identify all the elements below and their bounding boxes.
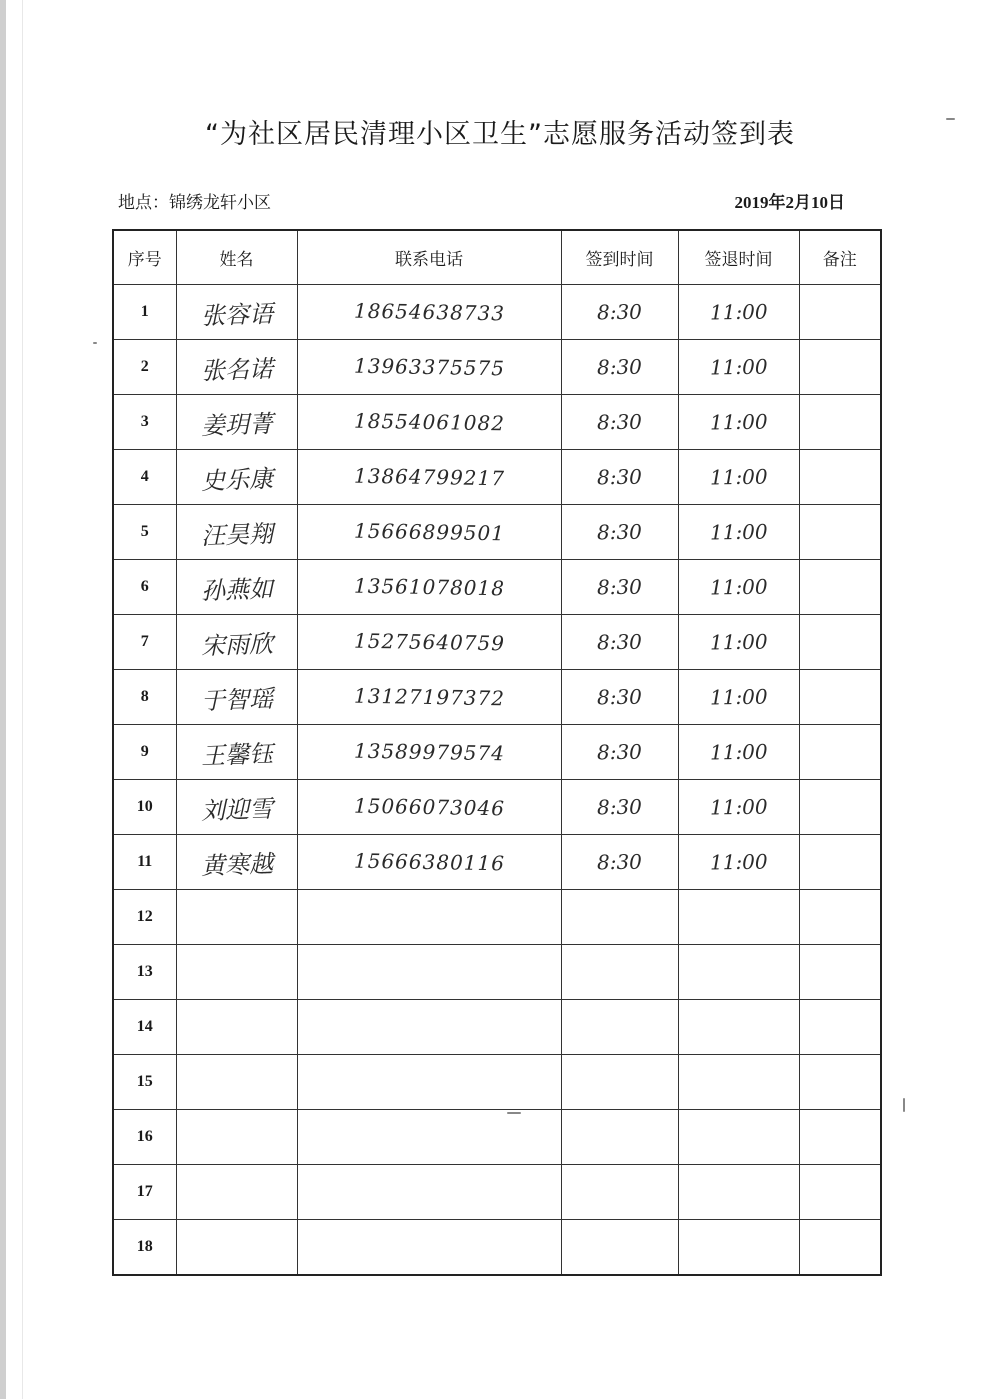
location-label: 地点：锦绣龙轩小区 [118,193,271,213]
row-note-cell [799,670,881,725]
table-row [113,1110,881,1165]
row-phone-cell [297,1165,561,1220]
row-number-cell: 8 [113,670,176,725]
row-phone: 15666380116 [353,848,505,876]
table-row [113,505,881,560]
row-number-cell: 1 [113,285,176,340]
row-sign-in-time-cell [561,725,678,780]
table-row [113,890,881,945]
row-sign-out-time: 11:00 [709,519,768,545]
row-sign-out-time: 11:00 [709,354,768,380]
row-sign-in-time-cell [561,1110,678,1165]
row-sign-out-time: 11:00 [709,574,768,600]
row-number-cell: 16 [113,1110,176,1165]
row-number-cell: 7 [113,615,176,670]
row-name: 王馨钰 [200,739,274,770]
row-note-cell [799,945,881,1000]
table-row [113,450,881,505]
table-row [113,615,881,670]
row-name: 姜玥菁 [200,409,274,440]
row-phone: 13127197372 [353,683,505,711]
row-note-cell [799,1110,881,1165]
row-name-cell [176,1055,297,1110]
row-note-cell [799,505,881,560]
row-phone: 18554061082 [353,408,505,436]
row-sign-in-time-cell [561,1055,678,1110]
table-row [113,340,881,395]
table-row [113,725,881,780]
table-row [113,1220,881,1276]
row-note-cell [799,1165,881,1220]
row-sign-in-time: 8:30 [596,739,643,765]
header-cell: 备注 [799,230,881,285]
document-title: “为社区居民清理小区卫生”志愿服务活动签到表 [205,119,795,150]
row-sign-out-time: 11:00 [709,629,768,655]
row-sign-in-time: 8:30 [596,629,643,655]
row-sign-out-time-cell [678,1220,799,1276]
row-sign-in-time-cell [561,1000,678,1055]
row-sign-in-time-cell [561,1165,678,1220]
row-sign-in-time-cell [561,780,678,835]
row-sign-out-time-cell [678,450,799,505]
row-note-cell [799,560,881,615]
row-sign-out-time-cell [678,835,799,890]
row-name: 张名诺 [200,354,274,385]
row-note-cell [799,890,881,945]
row-phone-cell [297,670,561,725]
row-name-cell [176,505,297,560]
row-sign-in-time: 8:30 [596,354,643,380]
table-row [113,945,881,1000]
row-phone: 13864799217 [353,463,505,491]
row-sign-in-time-cell [561,615,678,670]
row-name: 张容语 [200,299,274,330]
scan-speck [507,1112,521,1114]
row-number-cell: 13 [113,945,176,1000]
row-name-cell [176,340,297,395]
row-note-cell [799,340,881,395]
row-number-cell: 11 [113,835,176,890]
row-sign-out-time-cell [678,670,799,725]
date-label: 2019年2月10日 [734,193,845,212]
row-note-cell [799,835,881,890]
row-number-cell: 2 [113,340,176,395]
row-phone-cell [297,395,561,450]
row-phone-cell [297,945,561,1000]
row-phone: 18654638733 [353,298,505,326]
row-note-cell [799,725,881,780]
row-sign-in-time: 8:30 [596,409,643,435]
table-row [113,780,881,835]
row-number-cell: 4 [113,450,176,505]
row-sign-out-time: 11:00 [709,684,768,710]
row-sign-out-time: 11:00 [709,849,768,875]
row-sign-in-time-cell [561,285,678,340]
row-name: 宋雨欣 [200,629,274,660]
header-cell: 签退时间 [678,230,799,285]
row-phone-cell [297,1055,561,1110]
row-sign-out-time-cell [678,1000,799,1055]
row-sign-out-time-cell [678,890,799,945]
row-number-cell: 3 [113,395,176,450]
row-sign-in-time-cell [561,945,678,1000]
row-sign-out-time: 11:00 [709,299,768,325]
row-note-cell [799,615,881,670]
row-sign-out-time-cell [678,725,799,780]
row-phone-cell [297,1000,561,1055]
row-sign-out-time-cell [678,505,799,560]
row-note-cell [799,1220,881,1276]
row-phone-cell [297,615,561,670]
header-cell: 联系电话 [297,230,561,285]
row-name-cell [176,835,297,890]
row-sign-in-time-cell [561,890,678,945]
row-name-cell [176,1110,297,1165]
table-row [113,670,881,725]
row-name-cell [176,615,297,670]
row-phone-cell [297,780,561,835]
row-sign-in-time-cell [561,395,678,450]
row-phone-cell [297,890,561,945]
row-note-cell [799,285,881,340]
row-sign-out-time: 11:00 [709,464,768,490]
row-sign-out-time-cell [678,340,799,395]
row-name-cell [176,1165,297,1220]
row-phone-cell [297,450,561,505]
row-sign-out-time-cell [678,945,799,1000]
row-sign-in-time-cell [561,505,678,560]
row-name: 黄寒越 [200,849,274,880]
row-sign-out-time-cell [678,285,799,340]
row-name-cell [176,780,297,835]
row-phone-cell [297,725,561,780]
row-note-cell [799,1000,881,1055]
row-phone-cell [297,560,561,615]
row-number-cell: 10 [113,780,176,835]
row-sign-in-time-cell [561,670,678,725]
row-name-cell [176,450,297,505]
row-number-cell: 17 [113,1165,176,1220]
row-number-cell: 18 [113,1220,176,1276]
row-sign-in-time-cell [561,835,678,890]
row-name-cell [176,395,297,450]
row-sign-in-time-cell [561,450,678,505]
row-phone-cell [297,1220,561,1276]
row-name-cell [176,725,297,780]
row-phone-cell [297,505,561,560]
row-sign-in-time: 8:30 [596,464,643,490]
header-cell: 序号 [113,230,176,285]
row-phone-cell [297,340,561,395]
row-sign-out-time-cell [678,1055,799,1110]
row-sign-in-time: 8:30 [596,519,643,545]
row-number-cell: 15 [113,1055,176,1110]
row-note-cell [799,395,881,450]
table-row [113,1165,881,1220]
row-number-cell: 5 [113,505,176,560]
scan-speck [903,1098,905,1112]
table-row [113,395,881,450]
row-sign-in-time: 8:30 [596,684,643,710]
row-phone: 13561078018 [353,573,505,601]
row-sign-out-time-cell [678,780,799,835]
table-row [113,285,881,340]
table-row [113,1000,881,1055]
row-phone: 15666899501 [353,518,505,546]
row-note-cell [799,450,881,505]
row-name-cell [176,285,297,340]
row-sign-in-time: 8:30 [596,849,643,875]
row-name: 孙燕如 [200,574,274,605]
table-row [113,560,881,615]
row-phone: 15066073046 [353,793,505,821]
scan-speck [93,342,97,344]
row-name: 汪昊翔 [200,519,274,550]
table-row [113,1055,881,1110]
row-note-cell [799,1055,881,1110]
scan-edge-shadow [0,0,6,1399]
row-name-cell [176,1220,297,1276]
row-sign-in-time-cell [561,340,678,395]
table-body [113,285,881,1276]
row-sign-out-time-cell [678,395,799,450]
row-sign-in-time: 8:30 [596,299,643,325]
header-cell: 签到时间 [561,230,678,285]
row-sign-in-time-cell [561,560,678,615]
row-sign-out-time: 11:00 [709,409,768,435]
row-name-cell [176,945,297,1000]
row-note-cell [799,780,881,835]
row-sign-out-time-cell [678,1110,799,1165]
row-name-cell [176,1000,297,1055]
row-sign-in-time: 8:30 [596,794,643,820]
row-sign-out-time: 11:00 [709,794,768,820]
row-phone: 15275640759 [353,628,505,656]
row-sign-in-time-cell [561,1220,678,1276]
scan-speck [946,118,955,120]
row-sign-out-time: 11:00 [709,739,768,765]
row-name-cell [176,560,297,615]
row-phone: 13589979574 [353,738,505,766]
row-phone-cell [297,1110,561,1165]
signin-table [112,229,882,1276]
row-name-cell [176,890,297,945]
row-name: 于智瑶 [200,684,274,715]
header-cell: 姓名 [176,230,297,285]
scan-margin-line [22,0,23,1399]
table-row [113,835,881,890]
row-sign-in-time: 8:30 [596,574,643,600]
row-phone-cell [297,835,561,890]
table-header-row [113,230,881,285]
row-number-cell: 9 [113,725,176,780]
row-sign-out-time-cell [678,1165,799,1220]
row-sign-out-time-cell [678,560,799,615]
row-name-cell [176,670,297,725]
row-phone-cell [297,285,561,340]
row-name: 史乐康 [200,464,274,495]
row-number-cell: 12 [113,890,176,945]
row-phone: 13963375575 [353,353,505,381]
row-name: 刘迎雪 [200,794,274,825]
row-number-cell: 14 [113,1000,176,1055]
row-sign-out-time-cell [678,615,799,670]
row-number-cell: 6 [113,560,176,615]
